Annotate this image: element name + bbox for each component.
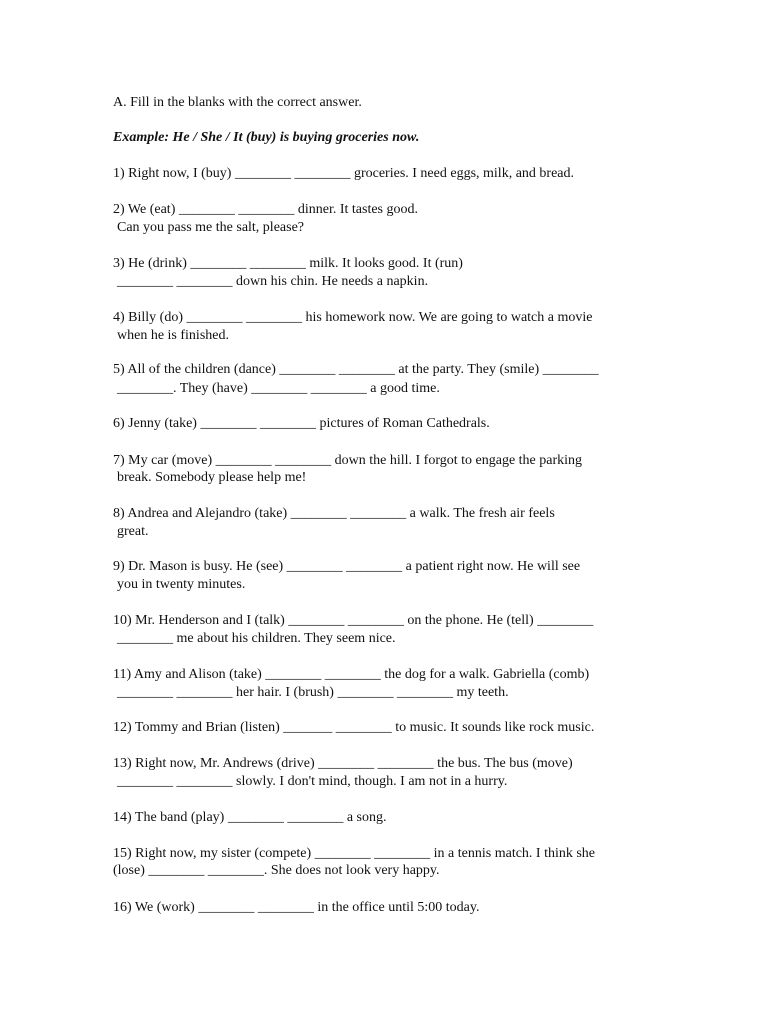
exercise-4-line-1: 4) Billy (do) ________ ________ his homework now. We are going to watch a movie bbox=[113, 310, 593, 325]
exercise-11-line-1: 11) Amy and Alison (take) ________ ________ the dog for a walk. Gabriella (comb) bbox=[113, 667, 590, 682]
exercise-11-line-2: ________ ________ her hair. I (brush) ________ ________ my teeth. bbox=[117, 685, 509, 700]
exercise-8-line-2: great. bbox=[117, 524, 149, 539]
exercise-13-line-2: ________ ________ slowly. I don't mind, though. I am not in a hurry. bbox=[117, 774, 508, 789]
exercise-16-line-1: 16) We (work) ________ ________ in the office until 5:00 today. bbox=[113, 900, 480, 915]
exercise-2-line-1: 2) We (eat) ________ ________ dinner. It tastes good. bbox=[113, 202, 419, 217]
exercise-5-line-2: ________. They (have) ________ ________ a good time. bbox=[117, 381, 440, 396]
exercise-7-line-1: 7) My car (move) ________ ________ down the hill. I forgot to engage the parking bbox=[113, 453, 583, 468]
example-sentence: Example: He / She / It (buy) is buying groceries now. bbox=[113, 130, 420, 145]
exercise-5-line-1: 5) All of the children (dance) ________ ________ at the party. They (smile) ________ bbox=[113, 362, 599, 377]
exercise-10-line-2: ________ me about his children. They seem nice. bbox=[117, 631, 396, 646]
exercise-8-line-1: 8) Andrea and Alejandro (take) ________ ________ a walk. The fresh air feels bbox=[113, 506, 555, 521]
exercise-4-line-2: when he is finished. bbox=[117, 328, 229, 343]
exercise-13-line-1: 13) Right now, Mr. Andrews (drive) ________ ________ the bus. The bus (move) bbox=[113, 756, 573, 771]
exercise-15-line-1: 15) Right now, my sister (compete) ________ ________ in a tennis match. I think she bbox=[113, 846, 596, 861]
exercise-14-line-1: 14) The band (play) ________ ________ a song. bbox=[113, 810, 387, 825]
exercise-15-line-2: (lose) ________ ________. She does not look very happy. bbox=[113, 863, 440, 878]
exercise-6-line-1: 6) Jenny (take) ________ ________ pictures of Roman Cathedrals. bbox=[113, 416, 490, 431]
exercise-10-line-1: 10) Mr. Henderson and I (talk) ________ ________ on the phone. He (tell) ________ bbox=[113, 613, 594, 628]
exercise-3-line-2: ________ ________ down his chin. He needs a napkin. bbox=[117, 274, 429, 289]
exercise-9-line-2: you in twenty minutes. bbox=[117, 577, 246, 592]
exercise-9-line-1: 9) Dr. Mason is busy. He (see) ________ ________ a patient right now. He will see bbox=[113, 559, 581, 574]
exercise-2-line-2: Can you pass me the salt, please? bbox=[117, 220, 305, 235]
exercise-12-line-1: 12) Tommy and Brian (listen) _______ ________ to music. It sounds like rock music. bbox=[113, 720, 595, 735]
exercise-3-line-1: 3) He (drink) ________ ________ milk. It looks good. It (run) bbox=[113, 256, 463, 271]
exercise-7-line-2: break. Somebody please help me! bbox=[117, 470, 307, 485]
instruction-heading: A. Fill in the blanks with the correct answer. bbox=[113, 95, 362, 110]
exercise-1-line-1: 1) Right now, I (buy) ________ ________ groceries. I need eggs, milk, and bread. bbox=[113, 166, 574, 181]
